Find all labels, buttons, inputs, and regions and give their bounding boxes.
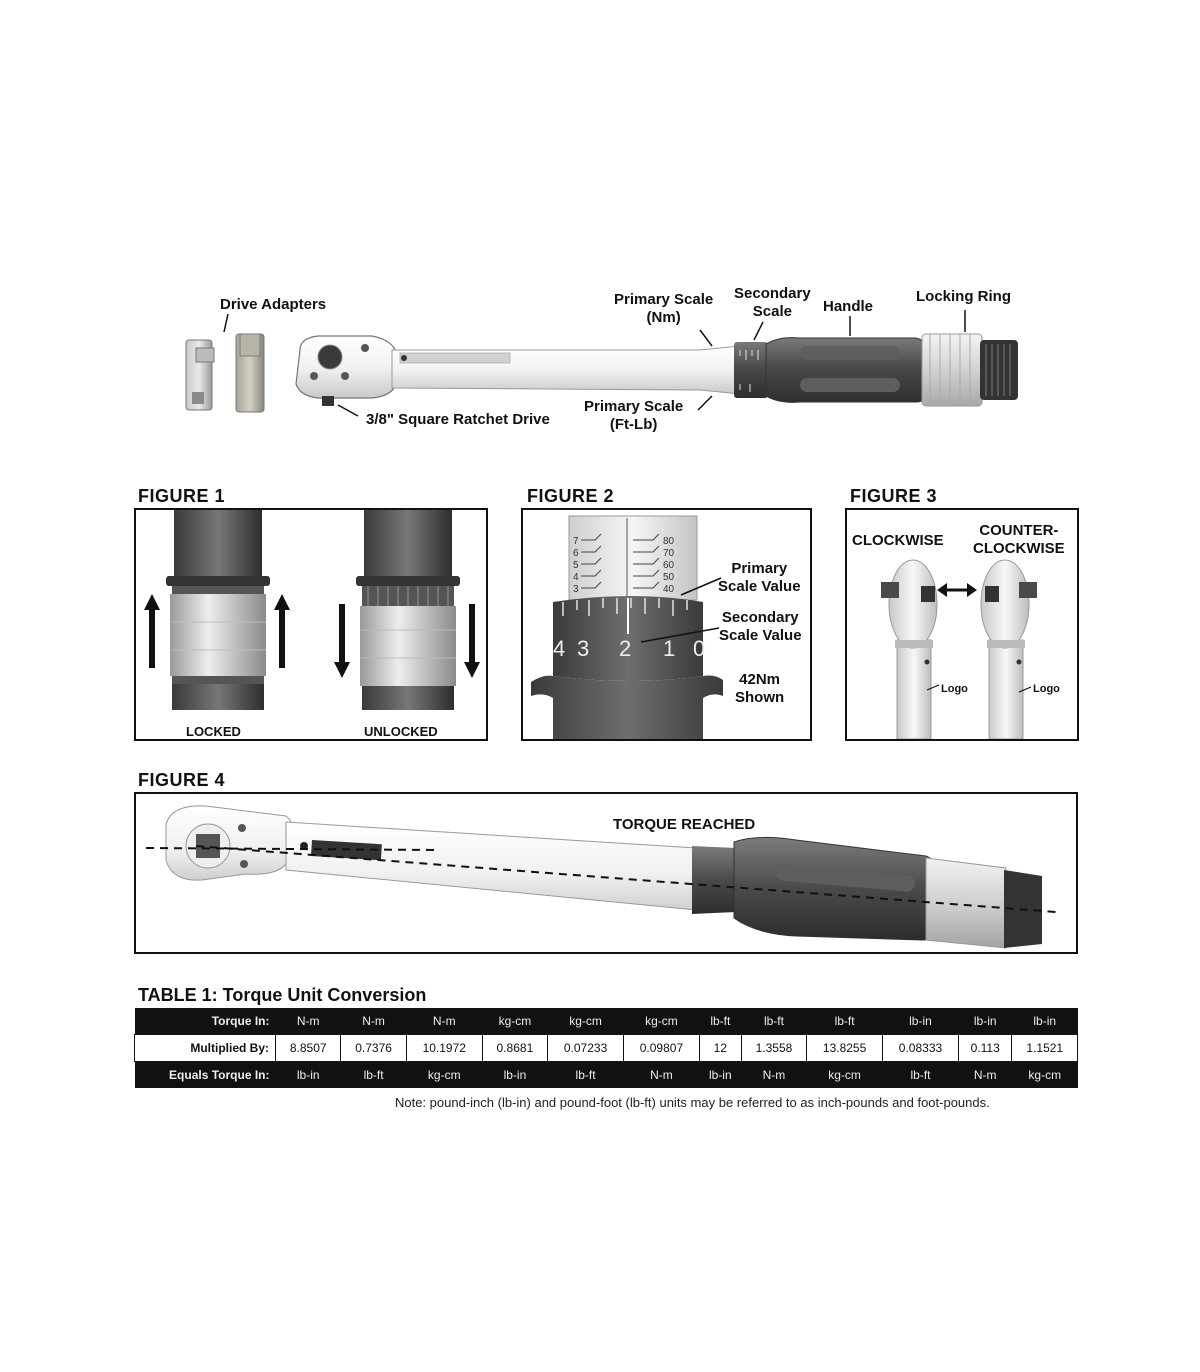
scale-right-50: 50	[663, 572, 675, 583]
table-row-equals-torque-in	[135, 1062, 1078, 1089]
figure1-illustration	[136, 510, 486, 739]
clockwise-label: CLOCKWISE	[852, 532, 944, 549]
torque-reached-label: TORQUE REACHED	[613, 816, 756, 833]
dial-number-4: 4	[553, 636, 566, 661]
torque-shown-label: 42Nm Shown	[735, 671, 785, 706]
ratchet-head	[296, 336, 396, 406]
figure4-ratchet-head	[166, 806, 293, 880]
cell: lb-in	[1012, 1008, 1078, 1035]
cell: kg-cm	[624, 1008, 700, 1035]
cell: N-m	[406, 1008, 482, 1035]
locked-label: LOCKED	[186, 724, 241, 739]
scale-left-4: 4	[573, 572, 579, 583]
cell: N-m	[276, 1008, 341, 1035]
cell: lb-ft	[741, 1008, 806, 1035]
scale-right-60: 60	[663, 560, 675, 571]
cell: lb-ft	[883, 1062, 959, 1089]
counter-clockwise-label: COUNTER- CLOCKWISE	[973, 522, 1065, 557]
locking-ring-label: Locking Ring	[916, 288, 1011, 305]
locking-ring	[922, 334, 982, 406]
double-arrow-icon	[937, 583, 977, 597]
cell: lb-in	[883, 1008, 959, 1035]
cell: kg-cm	[548, 1008, 624, 1035]
cell: N-m	[341, 1008, 406, 1035]
cell: 13.8255	[807, 1035, 883, 1062]
logo-label-left: Logo	[941, 683, 968, 695]
cell: 0.07233	[548, 1035, 624, 1062]
figure1-title: FIGURE 1	[138, 486, 226, 506]
figure4-collar	[692, 846, 736, 914]
cell: 0.08333	[883, 1035, 959, 1062]
table-note: Note: pound-inch (lb-in) and pound-foot (lb-ft) units may be referred to as inch-pounds and foot-pounds.	[395, 1095, 990, 1110]
scale-right-70: 70	[663, 548, 675, 559]
drive-adapter-right	[236, 334, 264, 412]
secondary-scale-collar	[734, 342, 768, 398]
row-header-torque-in: Torque In:	[135, 1008, 276, 1035]
drive-adapters-label: Drive Adapters	[220, 296, 327, 313]
secondary-scale-value-label: Secondary Scale Value	[719, 609, 802, 644]
cell: N-m	[741, 1062, 806, 1089]
cell: kg-cm	[482, 1008, 547, 1035]
cell: kg-cm	[807, 1062, 883, 1089]
scale-left-3: 3	[573, 584, 579, 595]
unlocked-assembly	[356, 510, 460, 710]
clockwise-wrench	[881, 560, 937, 739]
cell: N-m	[624, 1062, 700, 1089]
dial-number-2: 2	[619, 636, 632, 661]
figure2-title: FIGURE 2	[527, 486, 615, 506]
cell: 1.1521	[1012, 1035, 1078, 1062]
row-header-multiplied-by: Multiplied By:	[135, 1035, 276, 1062]
scale-left-6: 6	[573, 548, 579, 559]
ratchet-drive-label: 3/8" Square Ratchet Drive	[366, 411, 550, 428]
torque-conversion-table	[134, 1008, 1078, 1088]
secondary-scale-label: Secondary Scale	[734, 285, 811, 320]
cell: N-m	[958, 1062, 1012, 1089]
row-header-equals-torque-in: Equals Torque In:	[135, 1062, 276, 1089]
down-arrow-left	[334, 604, 350, 678]
cell: 0.09807	[624, 1035, 700, 1062]
dial-base-flare	[531, 676, 723, 740]
figure4-shaft	[286, 822, 716, 910]
primary-scale-value-label: Primary Scale Value	[718, 560, 801, 595]
table-row-torque-in	[135, 1008, 1078, 1035]
counter-clockwise-wrench	[981, 560, 1037, 739]
figure4-illustration	[136, 794, 1076, 952]
figure3-box	[845, 508, 1079, 741]
logo-label-right: Logo	[1033, 683, 1060, 695]
cell: lb-ft	[341, 1062, 406, 1089]
figure1-box	[134, 508, 488, 741]
cell: lb-ft	[807, 1008, 883, 1035]
dial-number-3: 3	[577, 636, 590, 661]
down-arrow-right	[464, 604, 480, 678]
scale-left-7: 7	[573, 536, 579, 547]
scale-left-5: 5	[573, 560, 579, 571]
cell: 10.1972	[406, 1035, 482, 1062]
cell: lb-ft	[548, 1062, 624, 1089]
primary-scale-ftlb-label: Primary Scale (Ft-Lb)	[584, 398, 684, 433]
table-row-multiplied-by	[135, 1035, 1078, 1062]
up-arrow-right	[274, 594, 290, 668]
torque-wrench-illustration	[0, 0, 1200, 460]
cell: kg-cm	[1012, 1062, 1078, 1089]
cell: lb-in	[699, 1062, 741, 1089]
cell: kg-cm	[406, 1062, 482, 1089]
cell: 0.7376	[341, 1035, 406, 1062]
handle-label: Handle	[823, 298, 874, 315]
cell: 1.3558	[741, 1035, 806, 1062]
up-arrow-left	[144, 594, 160, 668]
dial-number-0: 0	[693, 636, 706, 661]
figure4-title: FIGURE 4	[138, 770, 226, 790]
dial-number-1: 1	[663, 636, 676, 661]
cell: lb-ft	[699, 1008, 741, 1035]
cell: 8.8507	[276, 1035, 341, 1062]
cell: 12	[699, 1035, 741, 1062]
scale-right-80: 80	[663, 536, 675, 547]
unlocked-label: UNLOCKED	[364, 724, 438, 739]
cell: 0.113	[958, 1035, 1012, 1062]
cell: lb-in	[276, 1062, 341, 1089]
figure2-box	[521, 508, 812, 741]
figure3-title: FIGURE 3	[850, 486, 938, 506]
cell: lb-in	[958, 1008, 1012, 1035]
cell: 0.8681	[482, 1035, 547, 1062]
cell: lb-in	[482, 1062, 547, 1089]
locked-assembly	[166, 510, 270, 710]
drive-adapter-left	[186, 340, 214, 410]
scale-right-40: 40	[663, 584, 675, 595]
figure4-box	[134, 792, 1078, 954]
primary-scale-nm-label: Primary Scale (Nm)	[614, 291, 714, 326]
table1-title: TABLE 1: Torque Unit Conversion	[138, 985, 427, 1005]
